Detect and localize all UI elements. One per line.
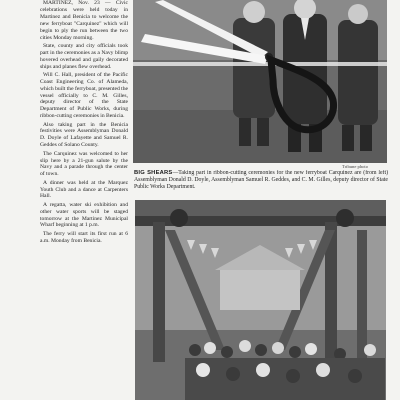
ferry-deck-crowd-photo	[135, 200, 386, 400]
article-paragraph: A dinner was held at the Marquez Youth Club and a dance at Carpenters Hall.	[40, 179, 128, 200]
pulley-wheel-icon	[170, 209, 188, 227]
article-paragraph: The Carquinez was welcomed to her slip here by a 21-gun salute by the Navy and a parade through the center of town.	[40, 150, 128, 178]
article-paragraph: Also taking part in the Benicia festivities were Assemblyman Donald D. Doyle of Lafayette and Samuel R. Geddes of Solano County.	[40, 121, 128, 149]
article-paragraph: A regatta, water ski exhibition and other water sports will be staged tomorrow at the Martinez Municipal Wharf beginning at 1 p.m.	[40, 201, 128, 229]
article-column	[40, 0, 128, 255]
article-paragraph: Will C. Hall, president of the Pacific Coast Engineering Co. of Alameda, which built the ferryboat, presented the vessel officially to C. M. Gilles, deputy director of the State Department of Public Works, during ribbon-cutting ceremonies in Benicia.	[40, 71, 128, 120]
photo-credit: Tribune photo	[342, 164, 368, 169]
photo-caption	[134, 170, 388, 204]
pulley-wheel-icon	[336, 209, 354, 227]
article-paragraph: State, county and city officials took part in the ceremonies as a Navy blimp hovered overhead and gaily decorated ships and planes flew overhead.	[40, 42, 128, 70]
article-paragraph: The ferry will start its first run at 6 a.m. Monday from Benicia.	[40, 230, 128, 244]
caption-headline: BIG SHEARS	[134, 170, 173, 176]
article-paragraph: MARTINEZ, Nov. 23 — Civic celebrations were held today in Martinez and Benicia to welcome the new ferryboat "Carquinez" which will begin to ply the run between the two cities Monday morning.	[40, 0, 128, 41]
ribbon-cutting-photo	[133, 0, 387, 163]
caption-text: —Taking part in ribbon-cutting ceremonies for the new ferryboat Carquinez are (from left) Assemblyman Donald D. Doyle, Assemblyman Samuel R. Geddes, and C. M. Gilles, deputy director of State Public Works Department.	[134, 170, 388, 191]
